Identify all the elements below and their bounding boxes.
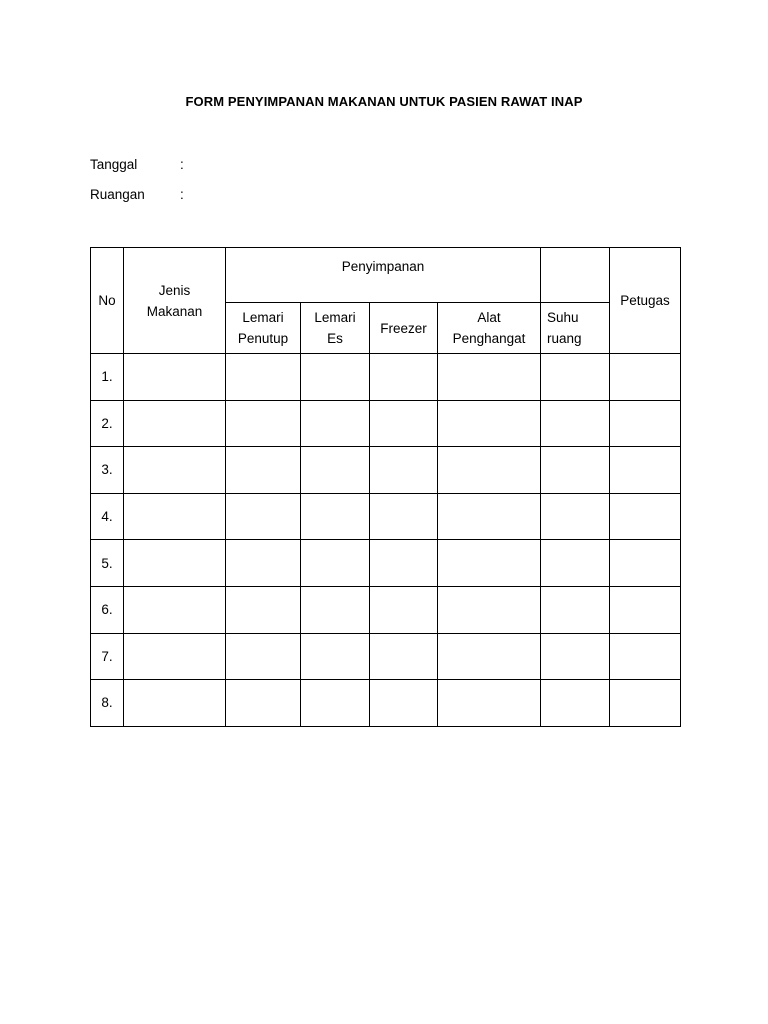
cell-petugas[interactable] bbox=[610, 586, 681, 633]
cell-jenis-makanan[interactable] bbox=[124, 493, 226, 540]
cell-petugas[interactable] bbox=[610, 493, 681, 540]
header-jenis-makanan bbox=[124, 248, 226, 354]
cell-alat-penghangat[interactable] bbox=[438, 586, 541, 633]
tanggal-colon: : bbox=[180, 157, 184, 172]
ruangan-label: Ruangan bbox=[90, 187, 145, 202]
cell-jenis-makanan[interactable] bbox=[124, 680, 226, 727]
cell-lemari-es[interactable] bbox=[301, 633, 370, 680]
cell-suhu-ruang[interactable] bbox=[541, 354, 610, 401]
cell-petugas[interactable] bbox=[610, 680, 681, 727]
cell-suhu-ruang[interactable] bbox=[541, 493, 610, 540]
table-row bbox=[91, 447, 681, 494]
cell-freezer[interactable] bbox=[370, 354, 438, 401]
header-lemari-es bbox=[301, 303, 370, 354]
cell-alat-penghangat[interactable] bbox=[438, 680, 541, 727]
table-row bbox=[91, 354, 681, 401]
cell-jenis-makanan[interactable] bbox=[124, 447, 226, 494]
row-number: 7. bbox=[91, 633, 124, 680]
header-freezer: Freezer bbox=[370, 303, 438, 354]
header-alat-line2: Penghangat bbox=[452, 331, 526, 346]
form-title: FORM PENYIMPANAN MAKANAN UNTUK PASIEN RAWAT INAP bbox=[185, 94, 583, 109]
cell-lemari-penutup[interactable] bbox=[226, 354, 301, 401]
cell-lemari-es[interactable] bbox=[301, 493, 370, 540]
cell-alat-penghangat[interactable] bbox=[438, 354, 541, 401]
cell-lemari-es[interactable] bbox=[301, 540, 370, 587]
header-jenis-line1: Jenis bbox=[158, 282, 191, 298]
table-row bbox=[91, 586, 681, 633]
cell-freezer[interactable] bbox=[370, 680, 438, 727]
cell-lemari-es[interactable] bbox=[301, 400, 370, 447]
cell-freezer[interactable] bbox=[370, 447, 438, 494]
header-suhu-line2: ruang bbox=[547, 331, 582, 346]
cell-alat-penghangat[interactable] bbox=[438, 400, 541, 447]
cell-freezer[interactable] bbox=[370, 540, 438, 587]
cell-lemari-es[interactable] bbox=[301, 680, 370, 727]
ruangan-colon: : bbox=[180, 187, 184, 202]
table-row bbox=[91, 680, 681, 727]
table-row bbox=[91, 633, 681, 680]
header-suhu-top bbox=[541, 248, 610, 303]
cell-jenis-makanan[interactable] bbox=[124, 400, 226, 447]
cell-jenis-makanan[interactable] bbox=[124, 540, 226, 587]
cell-lemari-penutup[interactable] bbox=[226, 633, 301, 680]
cell-jenis-makanan[interactable] bbox=[124, 354, 226, 401]
cell-freezer[interactable] bbox=[370, 633, 438, 680]
cell-lemari-penutup[interactable] bbox=[226, 400, 301, 447]
cell-lemari-es[interactable] bbox=[301, 354, 370, 401]
table-row bbox=[91, 493, 681, 540]
tanggal-label: Tanggal bbox=[90, 157, 138, 172]
header-lemari-es-line1: Lemari bbox=[314, 310, 356, 325]
cell-freezer[interactable] bbox=[370, 586, 438, 633]
cell-suhu-ruang[interactable] bbox=[541, 540, 610, 587]
cell-freezer[interactable] bbox=[370, 400, 438, 447]
header-no: No bbox=[91, 248, 124, 354]
cell-freezer[interactable] bbox=[370, 493, 438, 540]
cell-suhu-ruang[interactable] bbox=[541, 680, 610, 727]
cell-suhu-ruang[interactable] bbox=[541, 400, 610, 447]
header-lemari-es-line2: Es bbox=[327, 331, 343, 346]
cell-jenis-makanan[interactable] bbox=[124, 586, 226, 633]
header-penyimpanan: Penyimpanan bbox=[226, 248, 541, 303]
cell-alat-penghangat[interactable] bbox=[438, 540, 541, 587]
header-alat-penghangat bbox=[438, 303, 541, 354]
tanggal-field[interactable] bbox=[90, 157, 184, 172]
table-row bbox=[91, 400, 681, 447]
header-suhu-line1: Suhu bbox=[547, 310, 579, 325]
row-number: 5. bbox=[91, 540, 124, 587]
cell-alat-penghangat[interactable] bbox=[438, 447, 541, 494]
row-number: 4. bbox=[91, 493, 124, 540]
cell-petugas[interactable] bbox=[610, 633, 681, 680]
header-jenis-line2: Makanan bbox=[146, 303, 203, 319]
cell-petugas[interactable] bbox=[610, 400, 681, 447]
row-number: 3. bbox=[91, 447, 124, 494]
header-lemari-penutup-line1: Lemari bbox=[242, 310, 284, 325]
header-petugas: Petugas bbox=[610, 248, 681, 354]
cell-suhu-ruang[interactable] bbox=[541, 586, 610, 633]
cell-lemari-es[interactable] bbox=[301, 447, 370, 494]
storage-table bbox=[90, 247, 681, 727]
cell-petugas[interactable] bbox=[610, 447, 681, 494]
cell-alat-penghangat[interactable] bbox=[438, 633, 541, 680]
header-alat-line1: Alat bbox=[477, 310, 501, 325]
cell-petugas[interactable] bbox=[610, 540, 681, 587]
cell-alat-penghangat[interactable] bbox=[438, 493, 541, 540]
cell-lemari-penutup[interactable] bbox=[226, 493, 301, 540]
header-suhu-ruang bbox=[541, 303, 610, 354]
cell-lemari-penutup[interactable] bbox=[226, 680, 301, 727]
cell-lemari-penutup[interactable] bbox=[226, 586, 301, 633]
cell-suhu-ruang[interactable] bbox=[541, 447, 610, 494]
cell-jenis-makanan[interactable] bbox=[124, 633, 226, 680]
row-number: 2. bbox=[91, 400, 124, 447]
cell-lemari-penutup[interactable] bbox=[226, 447, 301, 494]
cell-lemari-penutup[interactable] bbox=[226, 540, 301, 587]
cell-lemari-es[interactable] bbox=[301, 586, 370, 633]
header-lemari-penutup bbox=[226, 303, 301, 354]
header-lemari-penutup-line2: Penutup bbox=[237, 331, 289, 346]
row-number: 6. bbox=[91, 586, 124, 633]
row-number: 8. bbox=[91, 680, 124, 727]
cell-suhu-ruang[interactable] bbox=[541, 633, 610, 680]
cell-petugas[interactable] bbox=[610, 354, 681, 401]
row-number: 1. bbox=[91, 354, 124, 401]
table-row bbox=[91, 540, 681, 587]
ruangan-field[interactable] bbox=[90, 187, 184, 202]
